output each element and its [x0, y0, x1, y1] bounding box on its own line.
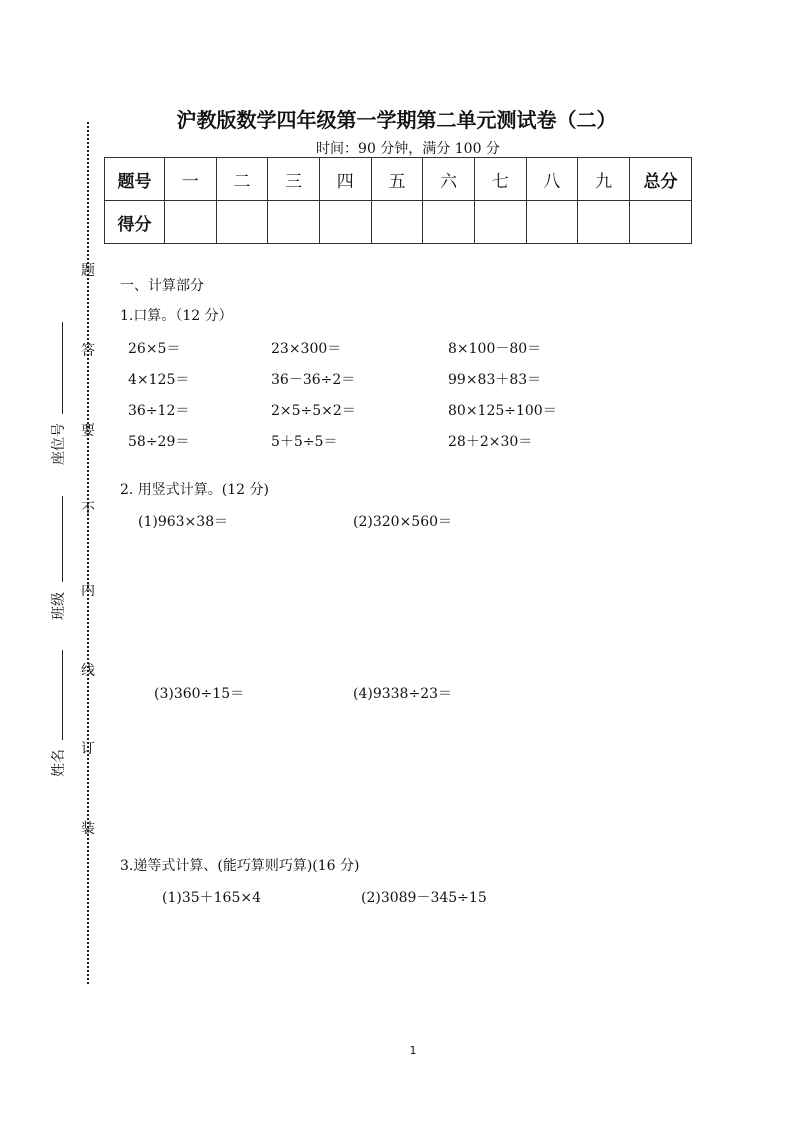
exam-title: 沪教版数学四年级第一学期第二单元测试卷（二）: [176, 108, 617, 132]
score-table: [104, 157, 692, 244]
margin-char-yao: 要: [81, 423, 95, 439]
q2-item: (1)963×38＝: [138, 514, 229, 530]
margin-char-nei: 内: [81, 583, 95, 599]
q1-item: 26×5＝: [128, 341, 181, 357]
score-input-cell[interactable]: [216, 201, 268, 244]
q1-item: 23×300＝: [271, 341, 342, 357]
score-input-cell[interactable]: [165, 201, 217, 244]
q2-item: (2)320×560＝: [353, 514, 453, 530]
q1-item: 28＋2×30＝: [448, 434, 533, 450]
seat-number-label: 座位号: [51, 423, 67, 465]
score-header-cell: 五: [371, 158, 423, 201]
margin-char-zhuang: 装: [81, 821, 95, 837]
score-row-label: 得分: [105, 201, 165, 244]
seat-number-line: [62, 322, 63, 414]
margin-char-ti: 题: [81, 263, 95, 279]
margin-char-ding: 订: [81, 741, 95, 757]
score-input-cell[interactable]: [474, 201, 526, 244]
score-header-cell: 题号: [105, 158, 165, 201]
score-header-cell: 六: [423, 158, 475, 201]
score-table-header-row: [105, 158, 692, 201]
q1-heading: 1.口算。（12 分）: [120, 308, 233, 324]
q2-item: (3)360÷15＝: [154, 686, 245, 702]
score-input-cell[interactable]: [526, 201, 578, 244]
q1-item: 5＋5÷5＝: [271, 434, 338, 450]
score-input-cell[interactable]: [268, 201, 320, 244]
q3-item: (1)35＋165×4: [162, 890, 262, 906]
q1-item: 99×83＋83＝: [448, 372, 542, 388]
class-line: [62, 496, 63, 582]
q1-item: 8×100－80＝: [448, 341, 542, 357]
q2-item: (4)9338÷23＝: [353, 686, 453, 702]
score-header-cell: 八: [526, 158, 578, 201]
q1-item: 4×125＝: [128, 372, 190, 388]
score-header-cell: 四: [319, 158, 371, 201]
score-header-cell: 二: [216, 158, 268, 201]
name-label: 姓名: [51, 749, 67, 777]
exam-subtitle: 时间：90 分钟，满分 100 分: [316, 141, 500, 157]
q1-item: 36－36÷2＝: [271, 372, 356, 388]
page-number: 1: [409, 1044, 417, 1057]
margin-char-da: 答: [81, 343, 95, 359]
q2-heading: 2. 用竖式计算。(12 分): [120, 482, 269, 498]
score-header-cell: 七: [474, 158, 526, 201]
binding-dotted-line: [87, 122, 89, 984]
q1-item: 80×125÷100＝: [448, 403, 557, 419]
score-header-cell: 总分: [630, 158, 692, 201]
score-header-cell: 三: [268, 158, 320, 201]
class-label: 班级: [51, 592, 67, 620]
score-input-cell[interactable]: [578, 201, 630, 244]
margin-char-xian: 线: [81, 663, 95, 679]
score-table-score-row: [105, 201, 692, 244]
score-input-cell[interactable]: [319, 201, 371, 244]
score-input-cell[interactable]: [423, 201, 475, 244]
score-header-cell: 一: [165, 158, 217, 201]
margin-char-bu: 不: [81, 501, 95, 517]
section1-heading: 一、计算部分: [120, 278, 204, 294]
name-line: [62, 650, 63, 740]
q3-item: (2)3089－345÷15: [361, 890, 487, 906]
score-header-cell: 九: [578, 158, 630, 201]
score-input-cell[interactable]: [630, 201, 692, 244]
q3-heading: 3.递等式计算、(能巧算则巧算)(16 分): [120, 858, 360, 874]
q1-item: 2×5÷5×2＝: [271, 403, 356, 419]
score-input-cell[interactable]: [371, 201, 423, 244]
q1-item: 58÷29＝: [128, 434, 190, 450]
q1-item: 36÷12＝: [128, 403, 190, 419]
